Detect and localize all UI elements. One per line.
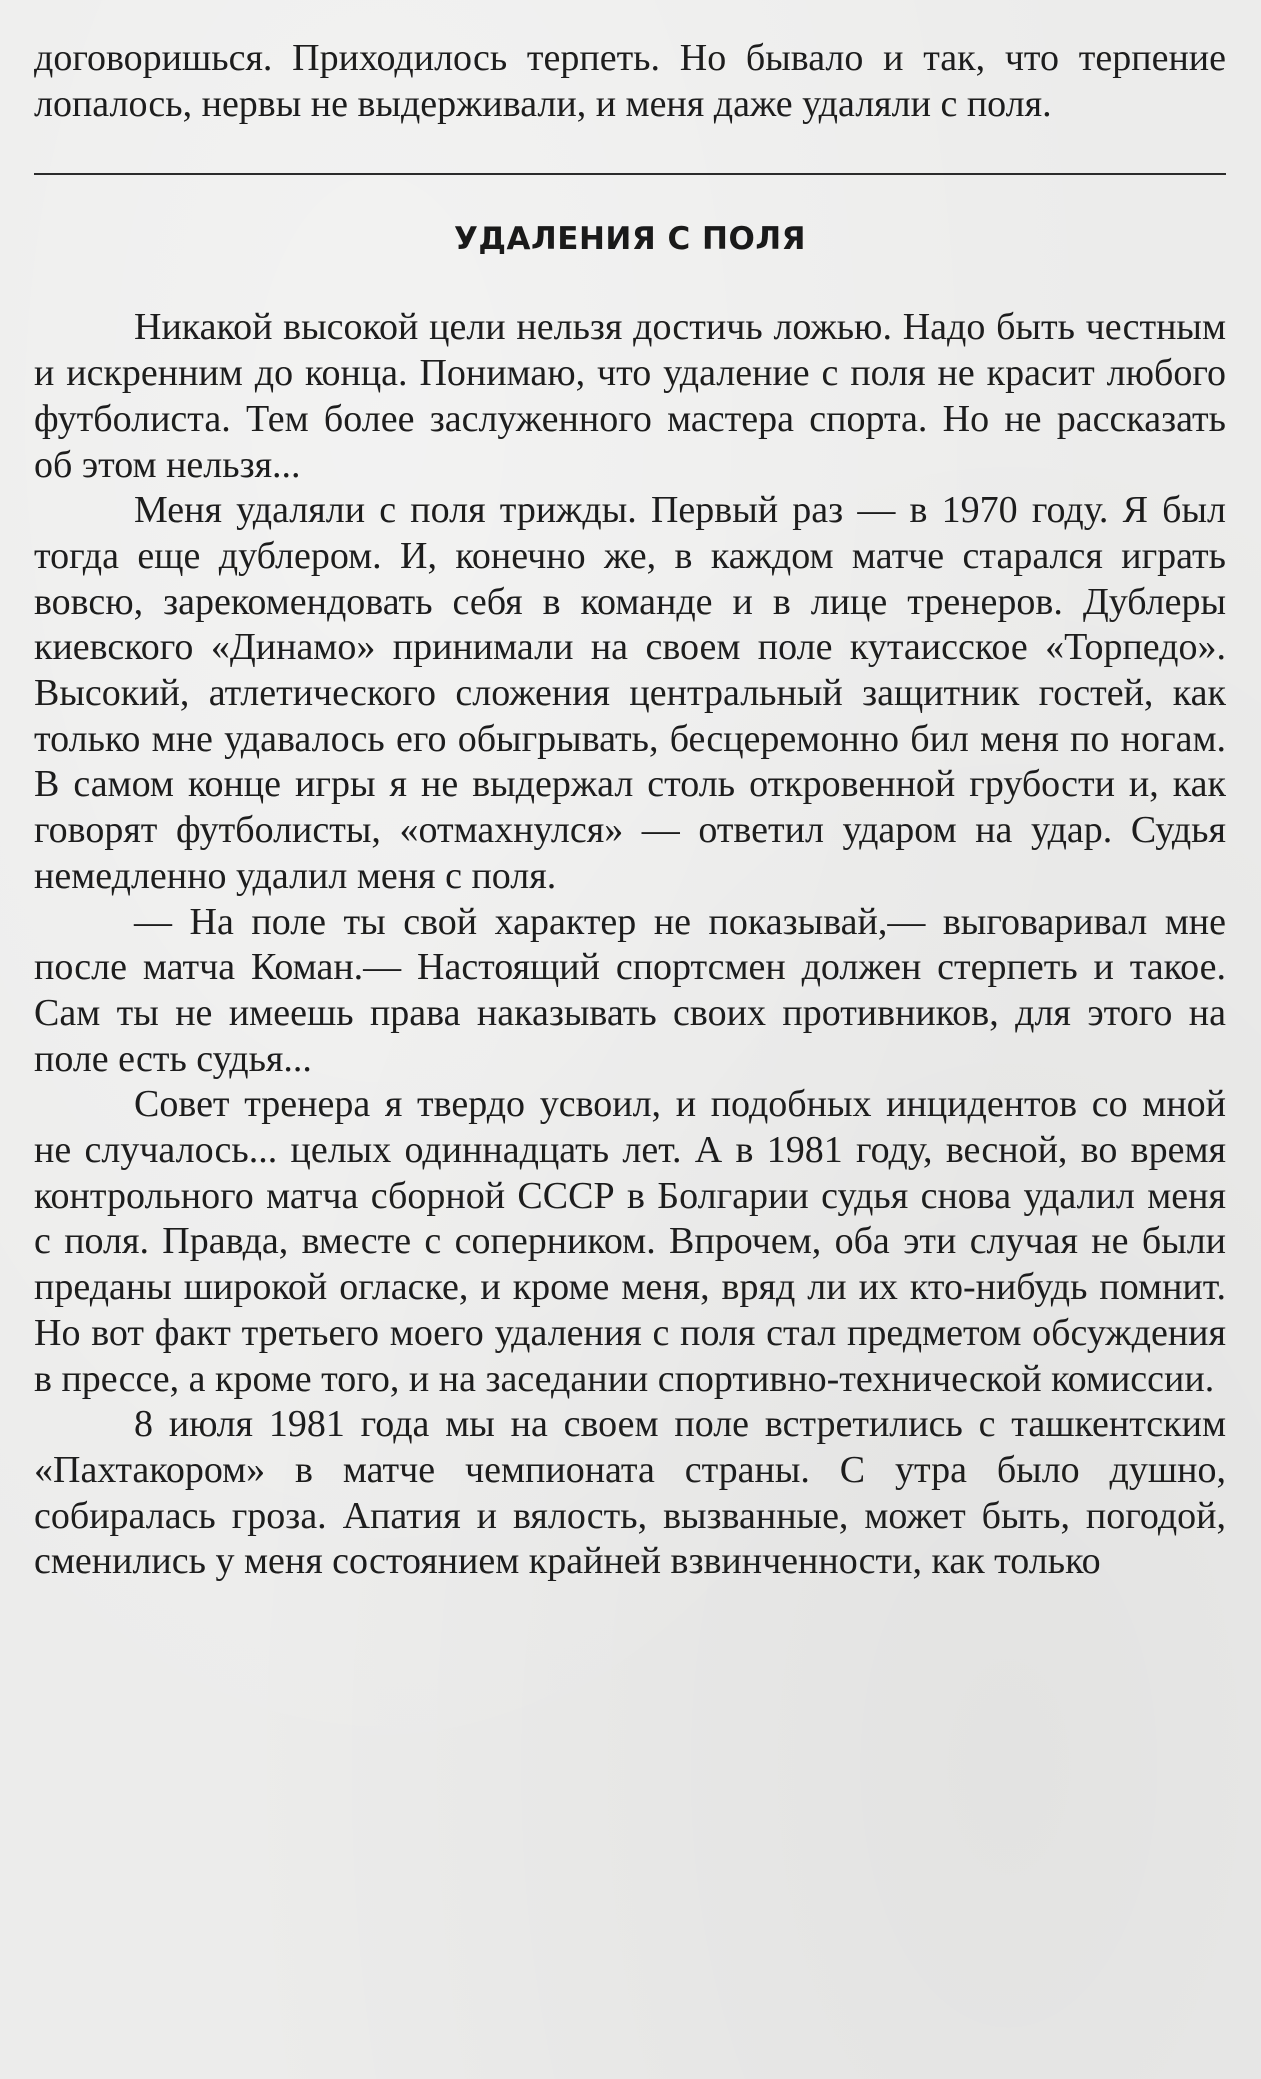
paragraph-2: Меня удаляли с поля трижды. Первый раз — в 1970 году. Я был тогда еще дублером. И, конечно же, в каждом матче старался играть вовсю, зарекомендовать себя в команде и в лице тренеров. Дублеры киевского «Динамо» принимали на своем поле кутаисское «Торпедо». Высокий, атлетического сложения центральный защитник гостей, как только мне удавалось его обыгрывать, бесцеремонно бил меня по ногам. В самом конце игры я не выдержал столь откровенной грубости и, как говорят футболисты, «отмахнулся» — ответил ударом на удар. Судья немедленно удалил меня с поля. bbox=[34, 489, 1226, 897]
text-column bbox=[34, 36, 1226, 1585]
paragraph-5: 8 июля 1981 года мы на своем поле встретились с ташкентским «Пахтакором» в матче чемпионата страны. С утра было душно, собиралась гроза. Апатия и вялость, вызванные, может быть, погодой, сменились у меня состоянием крайней взвинченности, как только bbox=[34, 1403, 1226, 1583]
section-heading: УДАЛЕНИЯ С ПОЛЯ bbox=[454, 221, 806, 258]
intro-paragraph: договоришься. Приходилось терпеть. Но бывало и так, что терпение лопалось, нервы не выдерживали, и меня даже удаляли с поля. bbox=[34, 37, 1226, 125]
paragraph-4: Совет тренера я твердо усвоил, и подобных инцидентов со мной не случалось... целых одиннадцать лет. А в 1981 году, весной, во время контрольного матча сборной СССР в Болгарии судья снова удалил меня с поля. Правда, вместе с соперником. Впрочем, оба эти случая не были преданы широкой огласке, и кроме меня, вряд ли их кто-нибудь помнит. Но вот факт третьего моего удаления с поля стал предметом обсуждения в прессе, а кроме того, и на заседании спортивно-технической комиссии. bbox=[34, 1083, 1226, 1400]
paragraph-3: — На поле ты свой характер не показывай,— выговаривал мне после матча Коман.— Настоящий спортсмен должен стерпеть и такое. Сам ты не имеешь права наказывать своих противников, для этого на поле есть судья... bbox=[34, 900, 1226, 1080]
paragraph-1: Никакой высокой цели нельзя достичь ложью. Надо быть честным и искренним до конца. Понимаю, что удаление с поля не красит любого футболиста. Тем более заслуженного мастера спорта. Но не рассказать об этом нельзя... bbox=[34, 306, 1226, 486]
section-divider bbox=[34, 173, 1226, 175]
